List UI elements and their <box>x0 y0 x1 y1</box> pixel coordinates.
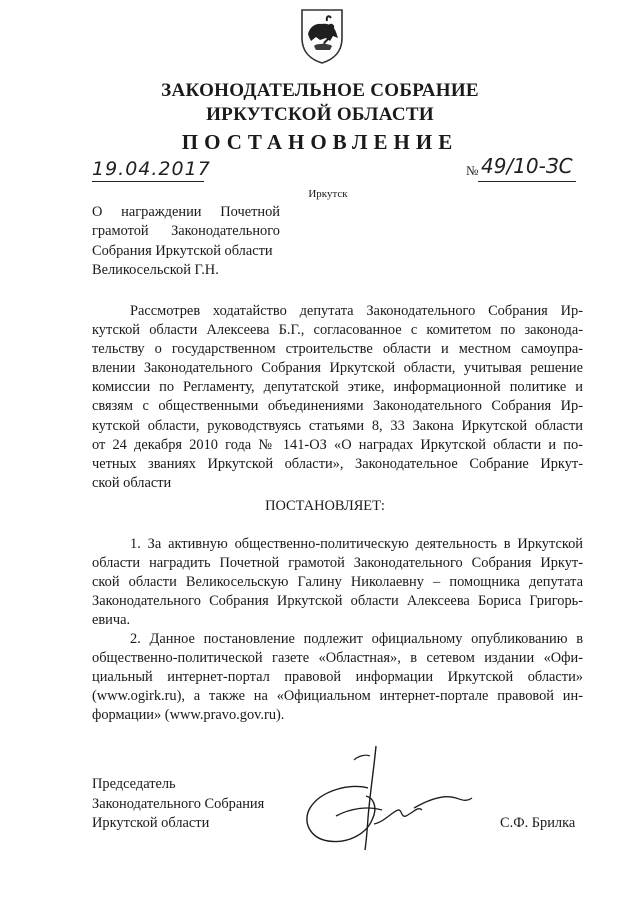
org-name-line2: ИРКУТСКОЙ ОБЛАСТИ <box>206 104 434 125</box>
text-line: от 24 декабря 2010 года № 141-ОЗ «О наградах Иркутской области и по- <box>92 436 583 453</box>
number-underline <box>478 181 576 182</box>
resolution-item-2 <box>92 630 583 725</box>
text-line: связям с общественными объединениями Законодательного Собрания Ир- <box>92 398 583 415</box>
text-line: 1. За активную общественно-политическую деятельность в Иркутской <box>130 536 583 552</box>
document-city: Иркутск <box>308 188 348 200</box>
signer-title-line: Председатель <box>92 776 176 792</box>
subject-line: Великосельской Г.Н. <box>92 261 219 278</box>
resolves-heading: ПОСТАНОВЛЯЕТ: <box>265 498 385 514</box>
document-date: 19.04.2017 <box>92 158 211 180</box>
resolution-item-1 <box>92 535 583 630</box>
text-line: кутской области Алексеева Б.Г., согласованное с комитетом по законода- <box>92 322 583 339</box>
text-line: тельству о государственном строительстве области и местном самоупра- <box>92 341 583 358</box>
signer-title <box>92 775 264 834</box>
signer-title-line: Иркутской области <box>92 815 210 831</box>
subject-line: О награждении Почетной <box>92 204 280 220</box>
text-line: (www.ogirk.ru), а также на «Официальном интернет-портале правовой ин- <box>92 688 583 705</box>
document-subject <box>92 203 280 280</box>
text-line: формации» (www.pravo.gov.ru). <box>92 707 285 724</box>
signer-name: С.Ф. Брилка <box>500 815 576 831</box>
text-line: влении Законодательного Собрания Иркутской области, учитывая решение <box>92 360 583 377</box>
text-line: 2. Данное постановление подлежит официальному опубликованию в <box>130 631 583 647</box>
coat-of-arms-icon <box>300 8 344 64</box>
text-line: ской области <box>92 474 172 491</box>
text-line: циальный интернет-портал правовой информации Иркутской области» <box>92 669 583 686</box>
date-underline <box>92 181 204 182</box>
document-type-title: ПОСТАНОВЛЕНИЕ <box>181 130 459 154</box>
preamble-paragraph <box>92 302 583 493</box>
text-line: евича. <box>92 612 131 629</box>
text-line: общественно-политической газете «Областная», в сетевом издании «Офи- <box>92 650 583 667</box>
text-line: комиссии по Регламенту, депутатской этике, информационной политике и <box>92 379 583 396</box>
text-line: Законодательного Собрания Иркутской области Алексеева Бориса Григорь- <box>92 593 583 610</box>
text-line: кутской области, руководствуясь статьями 8, 33 Закона Иркутской области <box>92 417 583 434</box>
signer-title-line: Законодательного Собрания <box>92 795 265 812</box>
subject-line: грамотой Законодательного <box>92 223 280 240</box>
number-prefix: № <box>466 163 479 178</box>
handwritten-signature-icon <box>296 738 496 858</box>
text-line: четных званиях Иркутской области», Законодательное Собрание Иркут- <box>92 455 583 472</box>
org-name-line1: ЗАКОНОДАТЕЛЬНОЕ СОБРАНИЕ <box>161 80 479 101</box>
text-line: ской области Великосельскую Галину Николаевну – помощника депутата <box>92 574 583 591</box>
text-line: области наградить Почетной грамотой Законодательного Собрания Иркут- <box>92 555 583 572</box>
subject-line: Собрания Иркутской области <box>92 242 273 259</box>
document-number: 49/10-ЗС <box>481 154 573 178</box>
text-line: Рассмотрев ходатайство депутата Законодательного Собрания Ир- <box>130 303 583 319</box>
